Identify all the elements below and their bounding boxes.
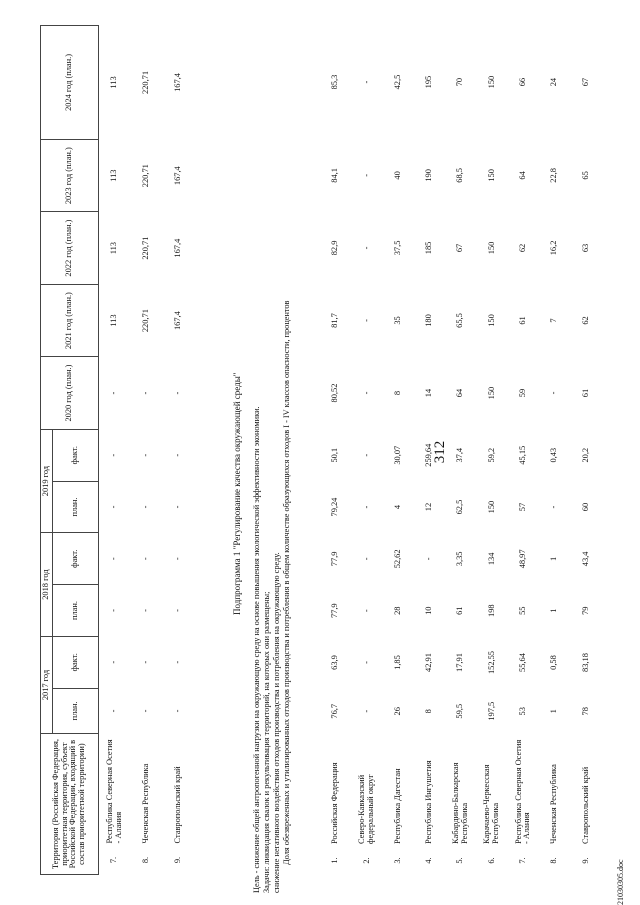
value-cell: -	[141, 505, 151, 509]
fact-header: факт.	[52, 429, 98, 481]
value-cell: 55	[518, 606, 528, 615]
value-cell: 79,24	[330, 497, 340, 517]
value-cell: 30,07	[392, 445, 402, 465]
row-number: 5.	[455, 857, 465, 864]
row-number: 9.	[580, 857, 590, 864]
goal-block	[252, 23, 292, 893]
value-cell: -	[361, 661, 371, 664]
value-cell: 85,3	[330, 74, 340, 90]
value-cell: 150	[486, 386, 496, 400]
value-cell: 3,35	[455, 551, 465, 567]
value-cell: 150	[486, 314, 496, 327]
indicator-table-top	[40, 25, 195, 875]
table-row	[508, 25, 539, 875]
territory-name: Чеченская Республика	[141, 763, 151, 844]
table-row	[476, 25, 507, 875]
row-number: 7.	[518, 857, 528, 864]
territory-name: Республика Ингушетия	[424, 760, 434, 844]
table-row	[539, 25, 570, 875]
future-year-header: 2024 год (план.)	[41, 26, 99, 140]
value-cell: -	[173, 609, 183, 612]
value-cell: -	[361, 557, 371, 561]
table-row	[383, 25, 414, 875]
value-cell: 180	[424, 314, 434, 327]
table-row	[131, 26, 163, 875]
value-cell: 152,55	[486, 651, 496, 675]
territory-name: Кабардино-Балкарская Республика	[451, 762, 469, 844]
value-cell: -	[109, 660, 119, 664]
value-cell: 62	[518, 243, 528, 253]
value-cell: 63,9	[330, 655, 340, 670]
value-cell: -	[109, 609, 119, 612]
territory-name: Республика Северная Осетия - Алания	[513, 739, 532, 844]
future-year-header: 2023 год (план.)	[41, 139, 99, 211]
value-cell: 84,1	[330, 168, 340, 183]
value-cell: 12	[424, 502, 434, 512]
territory-name: Северо-Кавказский федеральный округ	[357, 774, 375, 844]
value-cell: 22,8	[549, 168, 559, 183]
value-cell: 0,58	[549, 655, 559, 670]
territory-name: Республика Северная Осетия - Алания	[105, 739, 123, 844]
table-row	[351, 25, 382, 875]
value-cell: -	[361, 505, 371, 509]
plan-header: план.	[52, 481, 98, 533]
value-cell: 64	[518, 171, 528, 180]
row-number: 1.	[330, 857, 340, 864]
value-cell: 167,4	[173, 73, 183, 92]
table-row	[445, 25, 476, 875]
value-cell: 7	[549, 318, 559, 323]
value-cell: -	[173, 660, 183, 664]
value-cell: 37,4	[455, 447, 465, 463]
page-number: 312	[432, 440, 448, 464]
territory-header: Территория (Российская Федерация, приоритетная территория, субъект Российской Федерации, входящий в состав приоритетной территории)	[41, 734, 99, 875]
value-cell: -	[173, 391, 183, 395]
value-cell: 113	[109, 169, 119, 182]
table-row	[414, 25, 445, 875]
value-cell: 68,5	[455, 168, 465, 183]
row-number: 8.	[549, 857, 559, 864]
value-cell: 65	[580, 171, 590, 180]
value-cell: 42,5	[392, 74, 402, 90]
value-cell: 8	[424, 709, 434, 714]
value-cell: 150	[486, 241, 496, 255]
value-cell: -	[109, 709, 119, 713]
value-cell: 1,85	[392, 655, 402, 670]
value-cell: 53	[518, 707, 528, 716]
value-cell: 67	[455, 243, 465, 253]
fact-header: факт.	[52, 636, 98, 688]
year-header: 2019 год	[41, 429, 53, 533]
territory-name: Республика Дагестан	[392, 768, 402, 844]
table-body-bottom	[320, 25, 602, 875]
value-cell: 1	[549, 709, 559, 714]
value-cell: 28	[392, 606, 402, 615]
value-cell: 0,43	[549, 447, 559, 463]
value-cell: 167,4	[173, 238, 183, 258]
value-cell: -	[141, 391, 151, 395]
value-cell: 113	[109, 242, 119, 255]
value-cell: -	[141, 453, 151, 457]
value-cell: 77,9	[330, 603, 340, 619]
table-body-top	[98, 26, 195, 875]
value-cell: 26	[392, 707, 402, 716]
value-cell: 61	[580, 388, 590, 398]
value-cell: 65,5	[455, 313, 465, 328]
value-cell: 190	[424, 169, 434, 182]
value-cell: 150	[486, 169, 496, 182]
row-number: 8.	[141, 856, 151, 864]
value-cell: 60	[580, 502, 590, 512]
value-cell: 81,7	[330, 313, 340, 328]
value-cell: 24	[549, 77, 559, 87]
value-cell: -	[141, 557, 151, 561]
value-cell: 14	[424, 388, 434, 398]
value-cell: -	[141, 660, 151, 664]
value-cell: 220,71	[141, 70, 151, 94]
value-cell: 70	[455, 77, 465, 87]
territory-name: Ставропольский край	[580, 766, 590, 844]
value-cell: 17,91	[455, 653, 465, 672]
value-cell: -	[141, 709, 151, 713]
value-cell: 4	[392, 504, 402, 510]
value-cell: 20,2	[580, 447, 590, 463]
territory-name: Ставропольский край	[173, 766, 183, 844]
value-cell: 113	[109, 314, 119, 327]
territory-name: Чеченская Республика	[549, 764, 559, 844]
fact-header: факт.	[52, 533, 98, 585]
value-cell: -	[173, 505, 183, 509]
value-cell: 61	[455, 606, 465, 615]
value-cell: 185	[424, 241, 434, 255]
value-cell: -	[173, 557, 183, 561]
value-cell: -	[109, 505, 119, 509]
value-cell: 52,62	[392, 549, 402, 569]
row-number: 4.	[424, 857, 434, 864]
value-cell: 59	[518, 388, 528, 398]
value-cell: -	[361, 173, 371, 177]
goal-text: Цель - снижение общей антропогенной нагрузки на окружающую среду на основе повышения экологической эффективности экономики.	[252, 406, 261, 893]
value-cell: 64	[455, 388, 465, 398]
row-number: 6.	[486, 857, 496, 864]
table-row	[98, 26, 131, 875]
value-cell: 83,18	[580, 653, 590, 672]
table-row	[570, 25, 601, 875]
future-year-header: 2020 год (план.)	[41, 357, 99, 429]
indicator-table-bottom	[320, 25, 602, 875]
value-cell: 77,9	[330, 551, 340, 567]
value-cell: 40	[392, 171, 402, 180]
value-cell: 78	[580, 707, 590, 716]
value-cell: 134	[486, 552, 496, 566]
value-cell: 113	[109, 76, 119, 89]
future-year-header: 2022 год (план.)	[41, 212, 99, 284]
year-header: 2017 год	[41, 636, 53, 733]
row-number: 3.	[392, 857, 402, 864]
value-cell: 198	[486, 604, 496, 617]
value-cell: 48,97	[518, 549, 528, 569]
value-cell: -	[549, 391, 559, 395]
value-cell: -	[361, 319, 371, 322]
plan-header: план.	[52, 585, 98, 637]
value-cell: -	[361, 609, 371, 613]
value-cell: 1	[549, 556, 559, 561]
value-cell: -	[109, 453, 119, 457]
value-cell: 220,71	[141, 309, 151, 333]
tasks-text: снижение негативного воздействия отходов производства и потребления на окружающую среду.	[271, 552, 281, 893]
value-cell: -	[361, 80, 371, 84]
value-cell: 67	[580, 77, 590, 87]
value-cell: 16,2	[549, 240, 559, 256]
value-cell: 167,4	[173, 166, 183, 186]
value-cell: 62	[580, 316, 590, 325]
row-number: 2.	[361, 857, 371, 864]
future-year-header: 2021 год (план.)	[41, 284, 99, 356]
year-header: 2018 год	[41, 533, 53, 637]
row-number: 7.	[109, 856, 119, 864]
value-cell: 45,15	[518, 445, 528, 465]
plan-header: план.	[52, 688, 98, 734]
territory-name: Карачаево-Черкесская Республика	[482, 764, 501, 844]
value-cell: -	[549, 505, 559, 509]
footer-code: 21030305.doc	[616, 859, 625, 905]
tasks-text: Задачи: ликвидация свалок и рекультивация территорий, на которых они размещены;	[261, 591, 271, 893]
value-cell: -	[361, 709, 371, 713]
value-cell: 37,5	[392, 240, 402, 256]
value-cell: 220,71	[141, 236, 151, 260]
value-cell: 55,64	[518, 653, 528, 672]
value-cell: 197,5	[486, 701, 496, 721]
value-cell: -	[109, 391, 119, 395]
value-cell: 195	[424, 75, 434, 89]
value-cell: -	[173, 453, 183, 457]
value-cell: -	[361, 453, 371, 457]
value-cell: 10	[424, 606, 434, 615]
value-cell: 59,5	[455, 703, 465, 719]
value-cell: 42,91	[424, 653, 434, 672]
value-cell: 63	[580, 243, 590, 253]
subprogram-title: Подпрограмма 1 "Регулирование качества окружающей среды"	[232, 372, 242, 615]
value-cell: 61	[518, 316, 528, 325]
table-row	[163, 26, 195, 875]
value-cell: 8	[392, 390, 402, 396]
value-cell: 150	[486, 75, 496, 89]
value-cell: 79	[580, 606, 590, 615]
value-cell: -	[361, 391, 371, 395]
value-cell: 82,9	[330, 240, 340, 256]
value-cell: 35	[392, 316, 402, 325]
value-cell: -	[361, 246, 371, 250]
value-cell: 80,52	[330, 383, 340, 403]
row-number: 9.	[173, 856, 183, 864]
value-cell: 59,2	[486, 447, 496, 463]
indicator-title: Доля обезвреженных и утилизированных отходов производства и потребления в общем количестве образующихся отходов I - IV классов опасности, процентов	[281, 300, 291, 865]
territory-name: Российская Федерация	[330, 762, 340, 844]
table-header	[41, 26, 99, 875]
value-cell: 43,4	[580, 551, 590, 567]
value-cell: -	[173, 709, 183, 713]
value-cell: -	[141, 609, 151, 612]
value-cell: 50,1	[330, 447, 340, 463]
value-cell: 259,64	[424, 443, 434, 467]
value-cell: -	[109, 557, 119, 561]
value-cell: 57	[518, 502, 528, 512]
value-cell: 76,7	[330, 703, 340, 719]
value-cell: 167,4	[173, 311, 183, 331]
value-cell: 66	[518, 77, 528, 87]
value-cell: 220,71	[141, 164, 151, 188]
value-cell: 62,5	[455, 499, 465, 515]
value-cell: 150	[486, 500, 496, 514]
value-cell: -	[424, 557, 434, 561]
value-cell: 1	[549, 608, 559, 613]
table-row	[320, 25, 351, 875]
